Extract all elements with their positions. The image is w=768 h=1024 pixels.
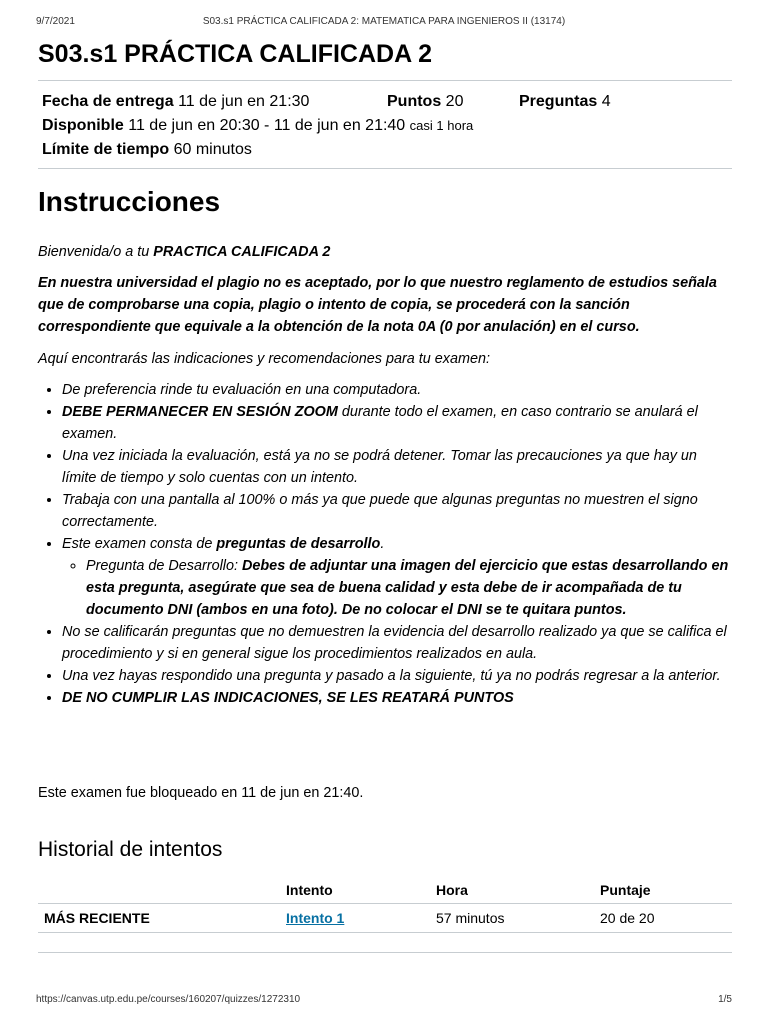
list-item: • Trabaja con una pantalla al 100% o más ya que puede que algunas preguntas no muestren el signo correctamente. xyxy=(62,489,732,533)
divider xyxy=(38,168,732,169)
due-label: Fecha de entrega xyxy=(42,93,174,110)
quiz-details xyxy=(42,90,611,162)
attempt-link[interactable]: Intento 1 xyxy=(286,910,345,926)
print-doc-title: S03.s1 PRÁCTICA CALIFICADA 2: MATEMATICA PARA INGENIEROS II (13174) xyxy=(202,16,566,27)
attempt-label: MÁS RECIENTE xyxy=(38,904,280,933)
plagiarism-policy: En nuestra universidad el plagio no es aceptado, por lo que nuestro reglamento de estudios señala que de comprobarse una copia, plagio o intento de copia, se procederá con la sanción correspondiente que equivale a la obtención de la nota 0A (0 por anulación) en el curso. xyxy=(38,275,717,335)
welcome-quiz-name: PRACTICA CALIFICADA 2 xyxy=(153,244,331,260)
points-label: Puntos xyxy=(387,93,442,110)
instructions-body xyxy=(38,241,732,709)
list-item: • Una vez iniciada la evaluación, está ya no se podrá detener. Tomar las precauciones ya que hay un límite de tiempo y solo cuentas con un intento. xyxy=(62,445,732,489)
list-item xyxy=(62,401,732,445)
print-page-number: 1/5 xyxy=(718,994,732,1005)
zoom-requirement: DEBE PERMANECER EN SESIÓN ZOOM xyxy=(62,404,338,420)
warning-text: DE NO CUMPLIR LAS INDICACIONES, SE LES REATARÁ PUNTOS xyxy=(62,690,514,706)
time-limit-label: Límite de tiempo xyxy=(42,141,170,158)
list-item xyxy=(62,687,732,709)
print-header xyxy=(36,16,732,27)
instructions-intro: Aquí encontrarás las indicaciones y recomendaciones para tu examen: xyxy=(38,351,490,367)
print-footer xyxy=(36,994,732,1005)
list-item: • De preferencia rinde tu evaluación en una computadora. xyxy=(62,379,732,401)
available-value: 11 de jun en 20:30 - 11 de jun en 21:40 xyxy=(128,117,406,134)
print-date: 9/7/2021 xyxy=(36,16,75,27)
welcome-prefix: Bienvenida/o a tu xyxy=(38,244,154,260)
list-item: • Una vez hayas respondido una pregunta y pasado a la siguiente, tú ya no podrás regresar a la anterior. xyxy=(62,665,732,687)
table-header-row xyxy=(38,877,732,904)
points-value: 20 xyxy=(445,93,464,110)
column-header-score: Puntaje xyxy=(600,882,651,898)
column-header-attempt: Intento xyxy=(286,882,333,898)
divider xyxy=(38,80,732,81)
instructions-list xyxy=(38,379,732,709)
availability xyxy=(42,114,473,138)
attempt-history-heading: Historial de intentos xyxy=(38,838,223,861)
welcome-text xyxy=(38,241,732,263)
print-url: https://canvas.utp.edu.pe/courses/160207/quizzes/1272310 xyxy=(36,994,301,1005)
list-item-text: . xyxy=(380,536,385,552)
points xyxy=(387,90,463,114)
attempt-time: 57 minutos xyxy=(430,904,594,933)
attempt-cell xyxy=(280,904,430,933)
attempt-history-table xyxy=(38,877,732,933)
sub-item-label: Pregunta de Desarrollo: xyxy=(86,558,242,574)
due-date xyxy=(42,93,309,110)
question-type: preguntas de desarrollo xyxy=(216,536,381,552)
sub-item-detail: Debes de adjuntar una imagen del ejercicio que estas desarrollando en esta pregunta, asegúrate que sea de buena calidad y esta debe de ir acompañada de tu documento DNI (ambos en una foto). De no colocar el DNI se te quitara puntos. xyxy=(86,558,729,618)
list-item: • No se calificarán preguntas que no demuestren la evidencia del desarrollo realizado ya que se califica el procedimiento y si en general sigue los procedimientos realizados en aula. xyxy=(62,621,732,665)
attempt-score: 20 de 20 xyxy=(594,904,732,933)
page-title: S03.s1 PRÁCTICA CALIFICADA 2 xyxy=(38,40,433,68)
list-item xyxy=(62,533,732,621)
questions-label: Preguntas xyxy=(519,93,598,110)
time-limit-value: 60 minutos xyxy=(173,141,252,158)
due-value: 11 de jun en 21:30 xyxy=(178,93,310,110)
time-limit xyxy=(42,138,473,162)
column-header xyxy=(38,877,280,904)
list-item-text: durante todo el examen, en caso contrario se anulará el examen. xyxy=(62,404,698,442)
questions-value: 4 xyxy=(601,93,611,110)
column-header-time: Hora xyxy=(436,882,468,898)
divider xyxy=(38,952,732,953)
sub-list xyxy=(62,555,732,621)
available-note: casi 1 hora xyxy=(409,118,474,133)
list-item-text: Este examen consta de xyxy=(62,536,217,552)
sub-list-item xyxy=(86,555,732,621)
locked-message: Este examen fue bloqueado en 11 de jun en 21:40. xyxy=(38,785,364,801)
questions xyxy=(519,90,611,114)
table-row xyxy=(38,904,732,933)
available-label: Disponible xyxy=(42,117,124,134)
instructions-heading: Instrucciones xyxy=(38,186,221,217)
